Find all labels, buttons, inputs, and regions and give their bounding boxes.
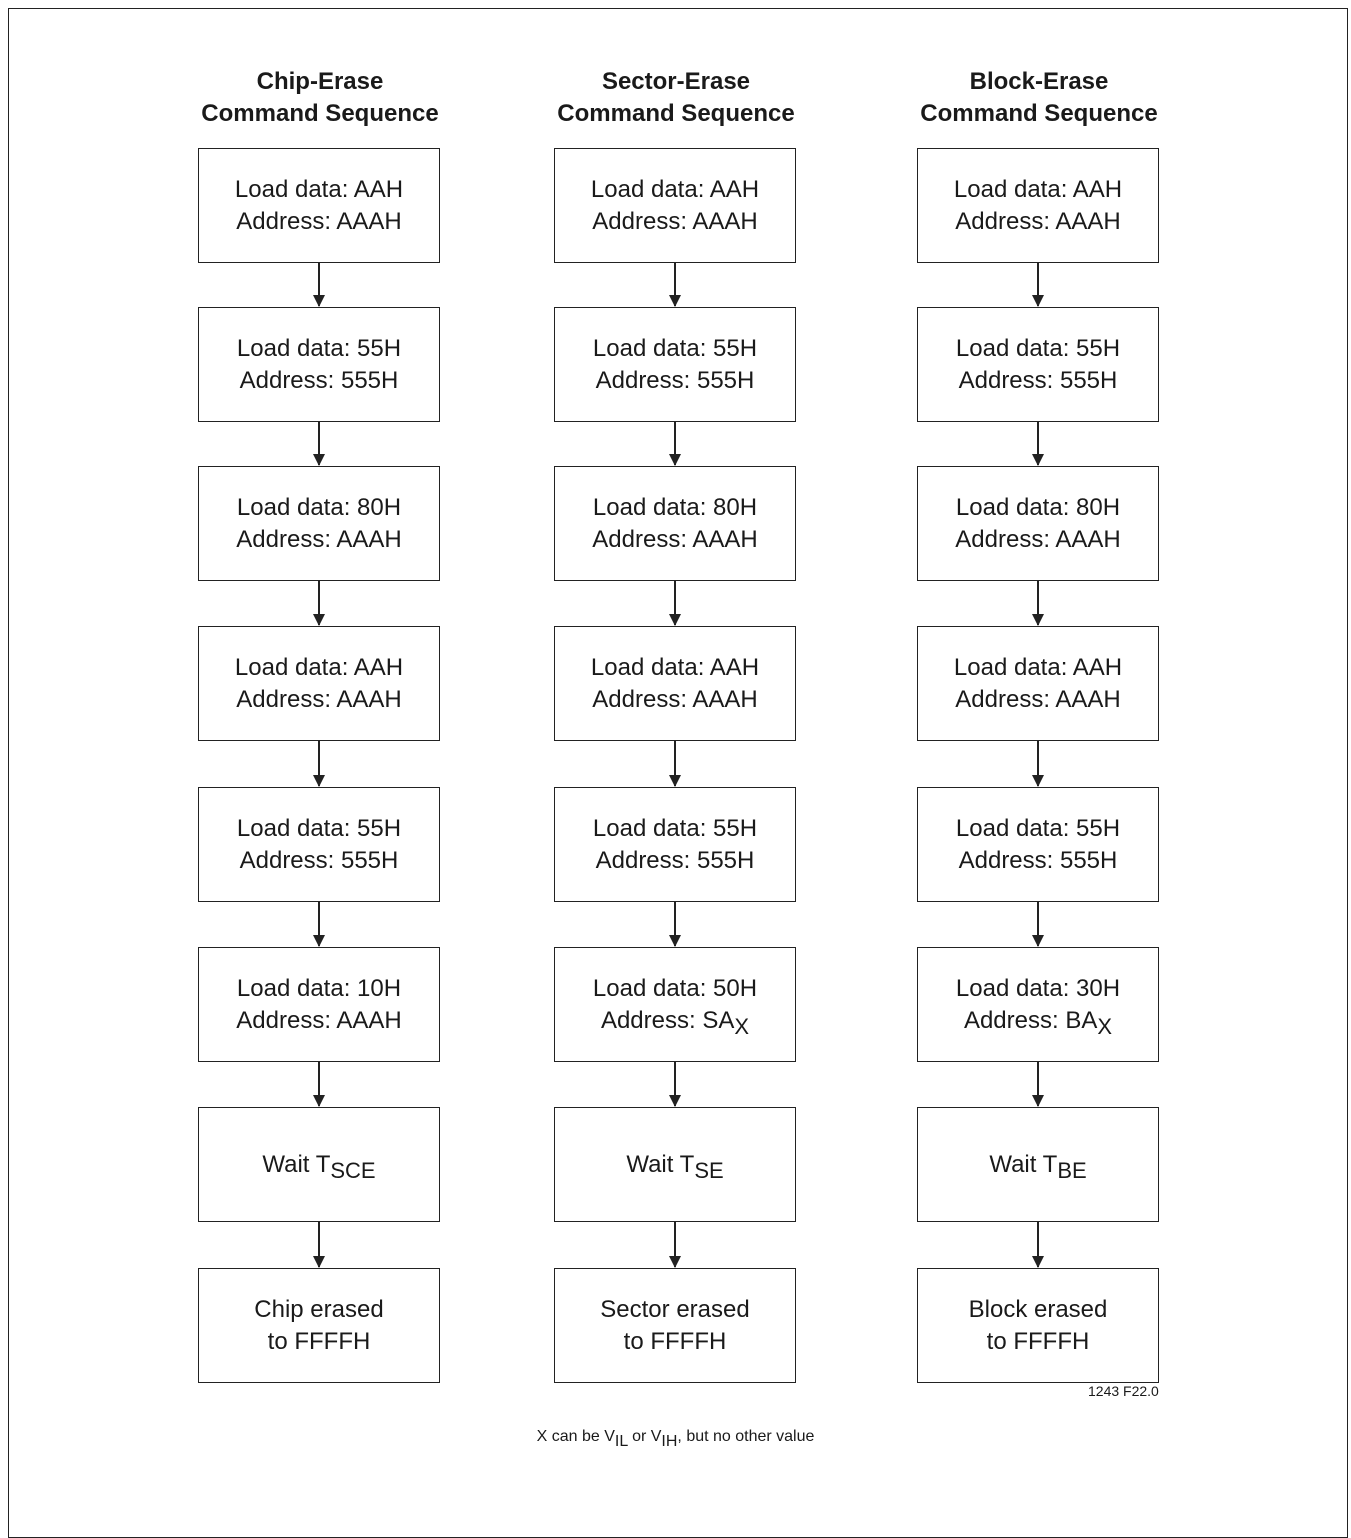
step-data: Load data: AAH bbox=[234, 175, 404, 203]
step-data: Load data: 55H bbox=[236, 334, 402, 362]
step-box-4 bbox=[554, 626, 796, 741]
wait-label: Wait TSCE bbox=[262, 1150, 376, 1183]
step-box-5 bbox=[554, 787, 796, 902]
column-title bbox=[887, 66, 1191, 130]
step-box-1 bbox=[917, 148, 1159, 263]
step-address: Address: 555H bbox=[595, 846, 755, 874]
step-address: Address: AAAH bbox=[236, 1006, 402, 1034]
flow-arrow bbox=[318, 741, 320, 786]
step-data: Load data: 55H bbox=[592, 814, 758, 842]
flow-arrow bbox=[674, 902, 676, 946]
flow-arrow bbox=[1037, 902, 1039, 946]
step-data: Load data: 55H bbox=[592, 334, 758, 362]
wait-subscript: BE bbox=[1057, 1157, 1087, 1183]
step-box-3 bbox=[198, 466, 440, 581]
step-address: Address: AAAH bbox=[236, 525, 402, 553]
step-address: Address: AAAH bbox=[955, 207, 1121, 235]
step-data: Load data: AAH bbox=[234, 653, 404, 681]
step-address: Address: 555H bbox=[958, 846, 1118, 874]
flow-arrow bbox=[1037, 741, 1039, 786]
wait-label: Wait TSE bbox=[626, 1150, 724, 1183]
column-title bbox=[524, 66, 828, 130]
footnote-subscript: IL bbox=[614, 1433, 628, 1450]
footnote: X can be VIL or VIH, but no other value bbox=[536, 1428, 815, 1450]
step-address: Address: AAAH bbox=[236, 207, 402, 235]
step-box-2 bbox=[917, 307, 1159, 422]
step-data: Load data: 55H bbox=[955, 814, 1121, 842]
figure-id: 1243 F22.0 bbox=[1088, 1383, 1159, 1399]
footnote-subscript: IH bbox=[661, 1433, 678, 1450]
step-address: Address: 555H bbox=[958, 366, 1118, 394]
step-box-2 bbox=[554, 307, 796, 422]
wait-box bbox=[554, 1107, 796, 1222]
flow-arrow bbox=[318, 422, 320, 465]
column-title-line1: Sector-Erase bbox=[601, 68, 751, 95]
wait-subscript: SCE bbox=[330, 1157, 376, 1183]
wait-subscript: SE bbox=[694, 1157, 724, 1183]
result-line1: Sector erased bbox=[600, 1295, 750, 1323]
step-box-6 bbox=[198, 947, 440, 1062]
step-data: Load data: AAH bbox=[590, 653, 760, 681]
column-title-line2: Command Sequence bbox=[201, 100, 439, 127]
step-address: Address: 555H bbox=[239, 846, 399, 874]
step-box-2 bbox=[198, 307, 440, 422]
step-box-4 bbox=[917, 626, 1159, 741]
column-title-line2: Command Sequence bbox=[557, 100, 795, 127]
flow-arrow bbox=[318, 1062, 320, 1106]
step-data: Load data: 55H bbox=[236, 814, 402, 842]
step-address: Address: AAAH bbox=[955, 525, 1121, 553]
result-line2: to FFFFH bbox=[267, 1327, 371, 1355]
step-box-5 bbox=[917, 787, 1159, 902]
flow-arrow bbox=[1037, 581, 1039, 625]
result-line1: Block erased bbox=[968, 1295, 1108, 1323]
flow-arrow bbox=[1037, 1062, 1039, 1106]
flow-arrow bbox=[1037, 422, 1039, 465]
wait-box bbox=[198, 1107, 440, 1222]
result-line2: to FFFFH bbox=[623, 1327, 727, 1355]
column-title bbox=[168, 66, 472, 130]
step-data: Load data: 10H bbox=[236, 974, 402, 1002]
step-data: Load data: AAH bbox=[953, 653, 1123, 681]
result-box bbox=[554, 1268, 796, 1383]
step-box-6 bbox=[917, 947, 1159, 1062]
step-data: Load data: AAH bbox=[590, 175, 760, 203]
step-address: Address: SAX bbox=[600, 1006, 750, 1039]
flow-arrow bbox=[318, 581, 320, 625]
step-data: Load data: 55H bbox=[955, 334, 1121, 362]
flow-arrow bbox=[318, 1222, 320, 1267]
step-data: Load data: 30H bbox=[955, 974, 1121, 1002]
flow-arrow bbox=[674, 422, 676, 465]
wait-label: Wait TBE bbox=[989, 1150, 1087, 1183]
result-line1: Chip erased bbox=[254, 1295, 384, 1323]
step-box-1 bbox=[198, 148, 440, 263]
step-address: Address: AAAH bbox=[592, 685, 758, 713]
column-title-line1: Chip-Erase bbox=[256, 68, 384, 95]
step-box-5 bbox=[198, 787, 440, 902]
flow-arrow bbox=[674, 581, 676, 625]
step-address: Address: AAAH bbox=[592, 207, 758, 235]
step-box-3 bbox=[554, 466, 796, 581]
step-data: Load data: 50H bbox=[592, 974, 758, 1002]
wait-box bbox=[917, 1107, 1159, 1222]
step-data: Load data: AAH bbox=[953, 175, 1123, 203]
flow-arrow bbox=[674, 741, 676, 786]
step-data: Load data: 80H bbox=[592, 493, 758, 521]
step-data: Load data: 80H bbox=[236, 493, 402, 521]
step-address: Address: AAAH bbox=[592, 525, 758, 553]
step-box-4 bbox=[198, 626, 440, 741]
step-address: Address: 555H bbox=[595, 366, 755, 394]
address-subscript: X bbox=[1097, 1013, 1113, 1039]
result-box bbox=[917, 1268, 1159, 1383]
result-line2: to FFFFH bbox=[986, 1327, 1090, 1355]
flow-arrow bbox=[1037, 1222, 1039, 1267]
step-box-3 bbox=[917, 466, 1159, 581]
step-address: Address: AAAH bbox=[955, 685, 1121, 713]
step-box-1 bbox=[554, 148, 796, 263]
flow-arrow bbox=[318, 263, 320, 306]
result-box bbox=[198, 1268, 440, 1383]
flow-arrow bbox=[674, 1222, 676, 1267]
flow-arrow bbox=[674, 263, 676, 306]
address-subscript: X bbox=[734, 1013, 750, 1039]
flow-arrow bbox=[674, 1062, 676, 1106]
step-address: Address: BAX bbox=[963, 1006, 1113, 1039]
column-title-line1: Block-Erase bbox=[969, 68, 1109, 95]
flow-arrow bbox=[318, 902, 320, 946]
step-address: Address: 555H bbox=[239, 366, 399, 394]
step-address: Address: AAAH bbox=[236, 685, 402, 713]
step-box-6 bbox=[554, 947, 796, 1062]
flow-arrow bbox=[1037, 263, 1039, 306]
column-title-line2: Command Sequence bbox=[920, 100, 1158, 127]
step-data: Load data: 80H bbox=[955, 493, 1121, 521]
